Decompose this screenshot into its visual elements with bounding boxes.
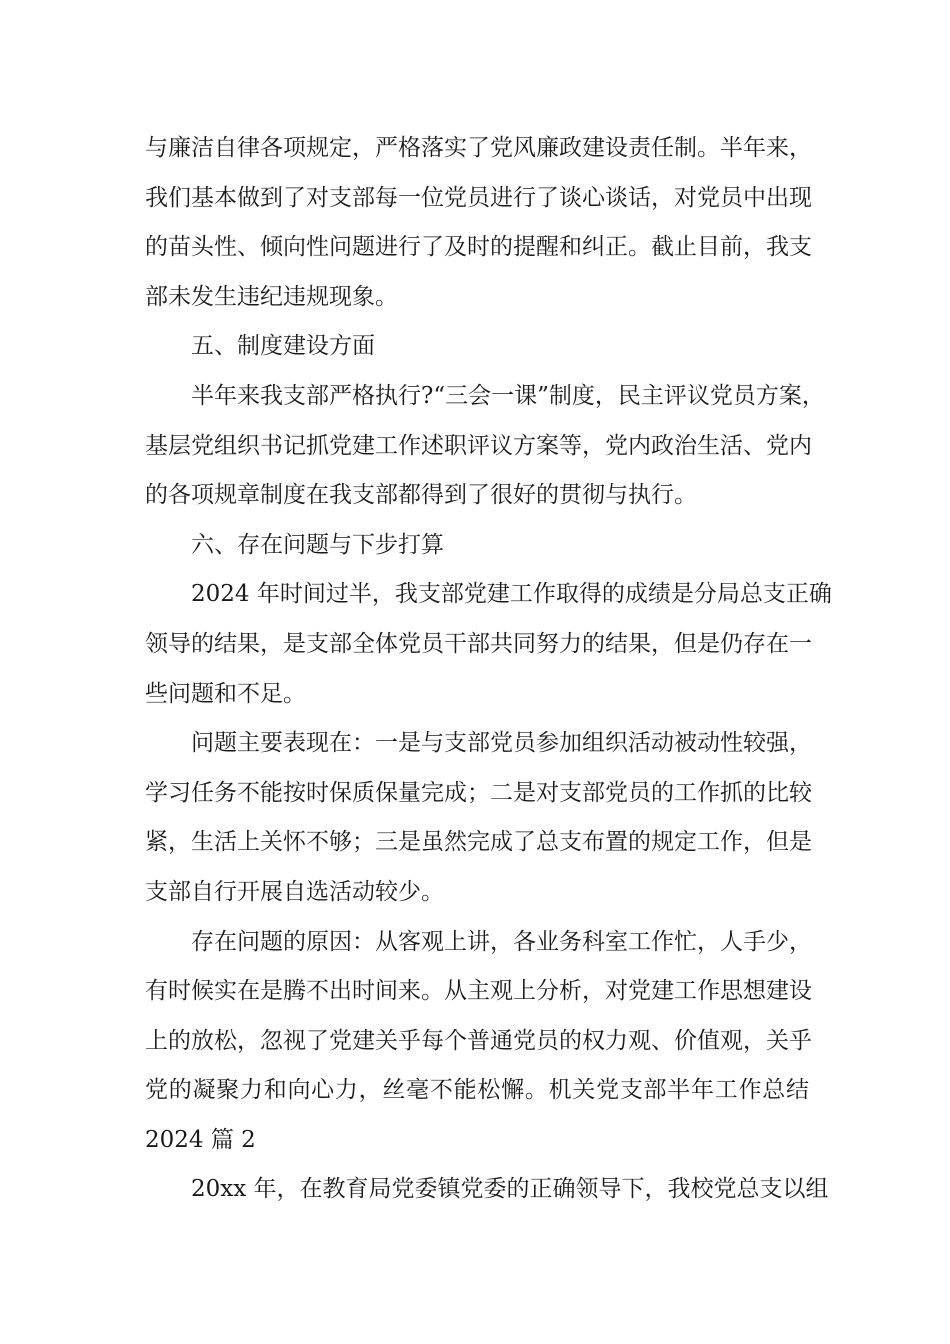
- text-line: 问题主要表现在：一是与支部党员参加组织活动被动性较强，: [191, 730, 812, 757]
- text-line: 2024 年时间过半，我支部党建工作取得的成绩是分局总支正确: [191, 581, 832, 608]
- text-line: 五、制度建设方面: [191, 333, 375, 360]
- text-line: 领导的结果，是支部全体党员干部共同努力的结果，但是仍存在一: [145, 630, 812, 657]
- text-line: 20xx 年，在教育局党委镇党委的正确领导下，我校党总支以组: [191, 1176, 829, 1203]
- text-line: 的苗头性、倾向性问题进行了及时的提醒和纠正。截止目前，我支: [145, 234, 812, 261]
- text-line: 支部自行开展自选活动较少。: [145, 878, 444, 905]
- text-line: 2024 篇 2: [145, 1126, 256, 1153]
- text-line: 基层党组织书记抓党建工作述职评议方案等，党内政治生活、党内: [145, 432, 812, 459]
- text-line: 半年来我支部严格执行?“三会一课”制度，民主评议党员方案，: [191, 382, 825, 409]
- text-line: 上的放松，忽视了党建关乎每个普通党员的权力观、价值观，关乎: [145, 1027, 812, 1054]
- text-line: 党的凝聚力和向心力，丝毫不能松懈。机关党支部半年工作总结: [145, 1077, 809, 1104]
- text-line: 有时候实在是腾不出时间来。从主观上分析，对党建工作思想建设: [145, 978, 812, 1005]
- text-line: 紧，生活上关怀不够；三是虽然完成了总支布置的规定工作，但是: [145, 829, 812, 856]
- text-line: 我们基本做到了对支部每一位党员进行了谈心谈话，对党员中出现: [145, 184, 812, 211]
- text-line: 与廉洁自律各项规定，严格落实了党风廉政建设责任制。半年来，: [145, 135, 812, 161]
- text-line: 部未发生违纪违规现象。: [145, 283, 398, 310]
- document-body: [145, 124, 832, 1215]
- text-line: 六、存在问题与下步打算: [191, 531, 444, 558]
- text-line: 些问题和不足。: [145, 680, 306, 707]
- text-line: 存在问题的原因：从客观上讲，各业务科室工作忙，人手少，: [191, 928, 812, 955]
- text-line: 学习任务不能按时保质保量完成；二是对支部党员的工作抓的比较: [145, 779, 812, 806]
- text-line: 的各项规章制度在我支部都得到了很好的贯彻与执行。: [145, 482, 697, 509]
